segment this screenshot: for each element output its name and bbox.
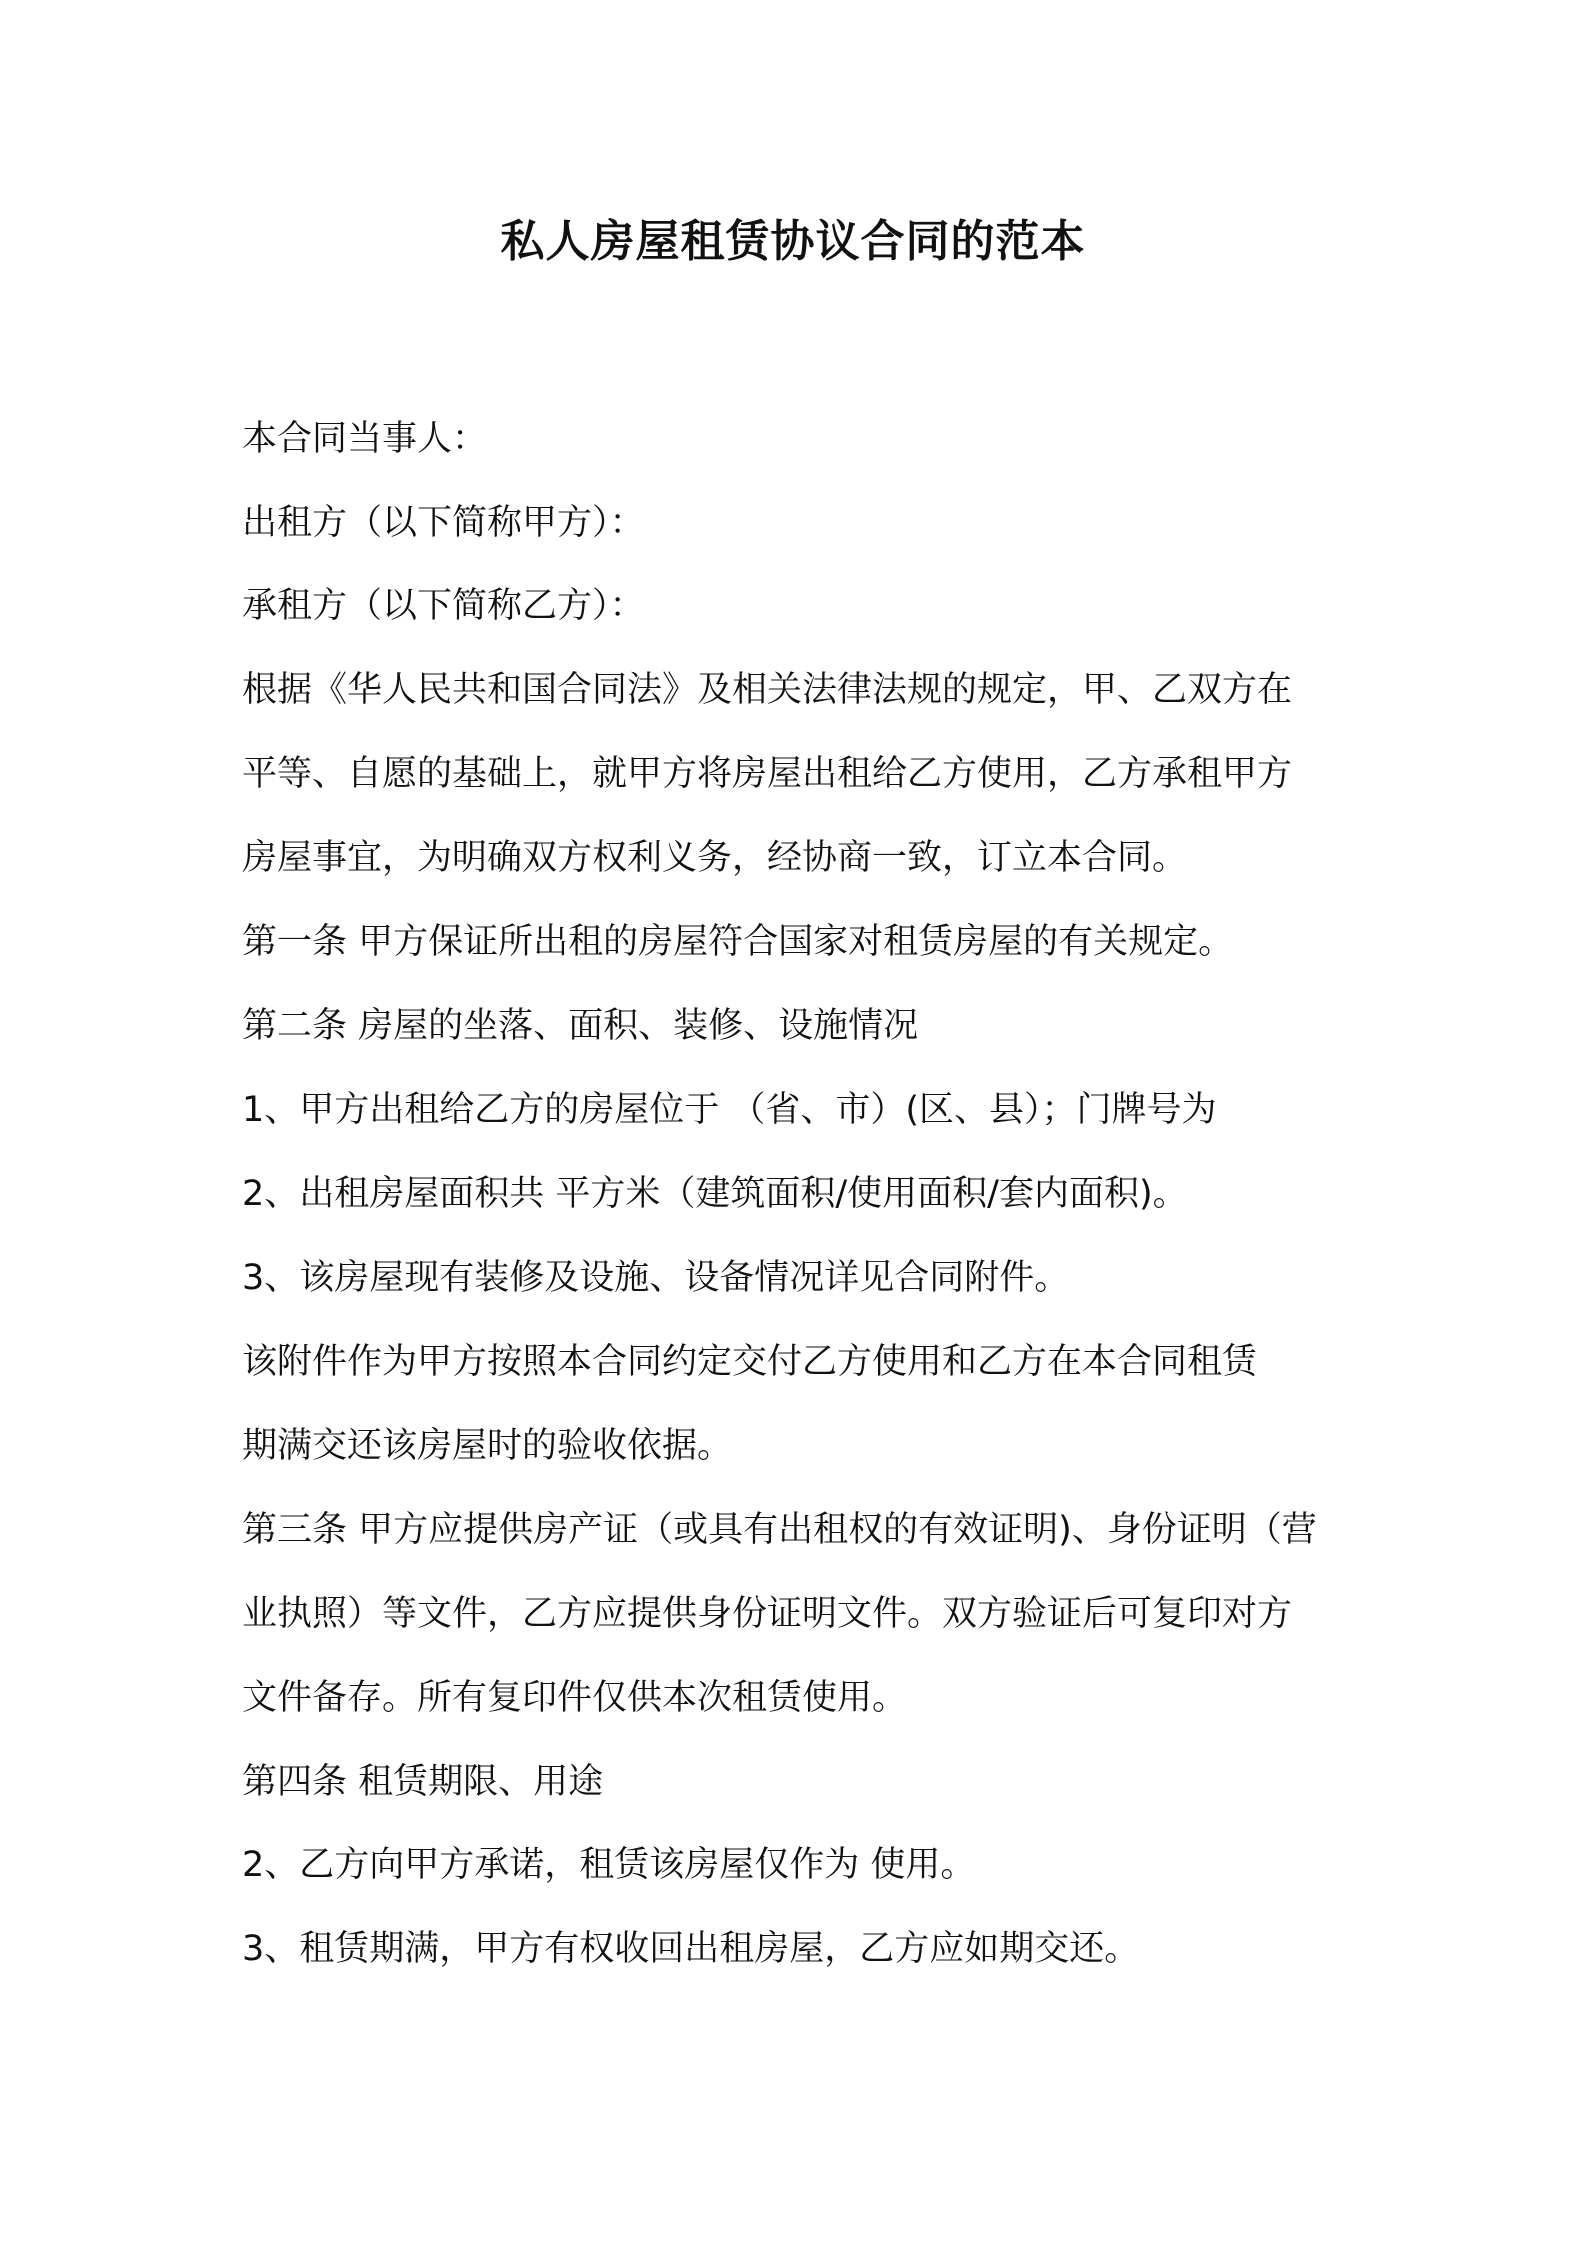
article-2-heading: 第二条 房屋的坐落、面积、装修、设施情况 (242, 1006, 919, 1046)
article-4-item-3: 3、租赁期满，甲方有权收回出租房屋，乙方应如期交还。 (242, 1929, 1140, 1969)
preamble-line-2: 平等、自愿的基础上，就甲方将房屋出租给乙方使用，乙方承租甲方 (242, 754, 1293, 794)
article-1: 第一条 甲方保证所出租的房屋符合国家对租赁房屋的有关规定。 (242, 922, 1234, 962)
article-3-line-2: 业执照）等文件，乙方应提供身份证明文件。双方验证后可复印对方 (242, 1594, 1293, 1634)
document-title: 私人房屋租赁协议合同的范本 (500, 216, 1086, 267)
lessee-line: 承租方（以下简称乙方）： (242, 586, 645, 626)
lessor-line: 出租方（以下简称甲方）： (242, 503, 645, 543)
preamble-line-3: 房屋事宜，为明确双方权利义务，经协商一致，订立本合同。 (242, 838, 1188, 878)
article-2-item-1: 1、甲方出租给乙方的房屋位于 （省、市）(区、县）；门牌号为 (242, 1090, 1217, 1130)
article-2-item-2: 2、出租房屋面积共 平方米（建筑面积/使用面积/套内面积)。 (242, 1174, 1188, 1214)
article-3-line-1: 第三条 甲方应提供房产证（或具有出租权的有效证明)、身份证明（营 (242, 1510, 1317, 1550)
article-2-item-3: 3、该房屋现有装修及设施、设备情况详见合同附件。 (242, 1258, 1070, 1298)
contract-parties-heading: 本合同当事人： (242, 419, 488, 459)
preamble-line-1: 根据《华人民共和国合同法》及相关法律法规的规定，甲、乙双方在 (242, 670, 1293, 710)
appendix-note-line-2: 期满交还该房屋时的验收依据。 (242, 1426, 733, 1466)
article-4-item-2: 2、乙方向甲方承诺，租赁该房屋仅作为 使用。 (242, 1845, 976, 1885)
article-3-line-3: 文件备存。所有复印件仅供本次租赁使用。 (242, 1678, 908, 1718)
article-4-heading: 第四条 租赁期限、用途 (242, 1762, 604, 1802)
appendix-note-line-1: 该附件作为甲方按照本合同约定交付乙方使用和乙方在本合同租赁 (242, 1342, 1258, 1382)
